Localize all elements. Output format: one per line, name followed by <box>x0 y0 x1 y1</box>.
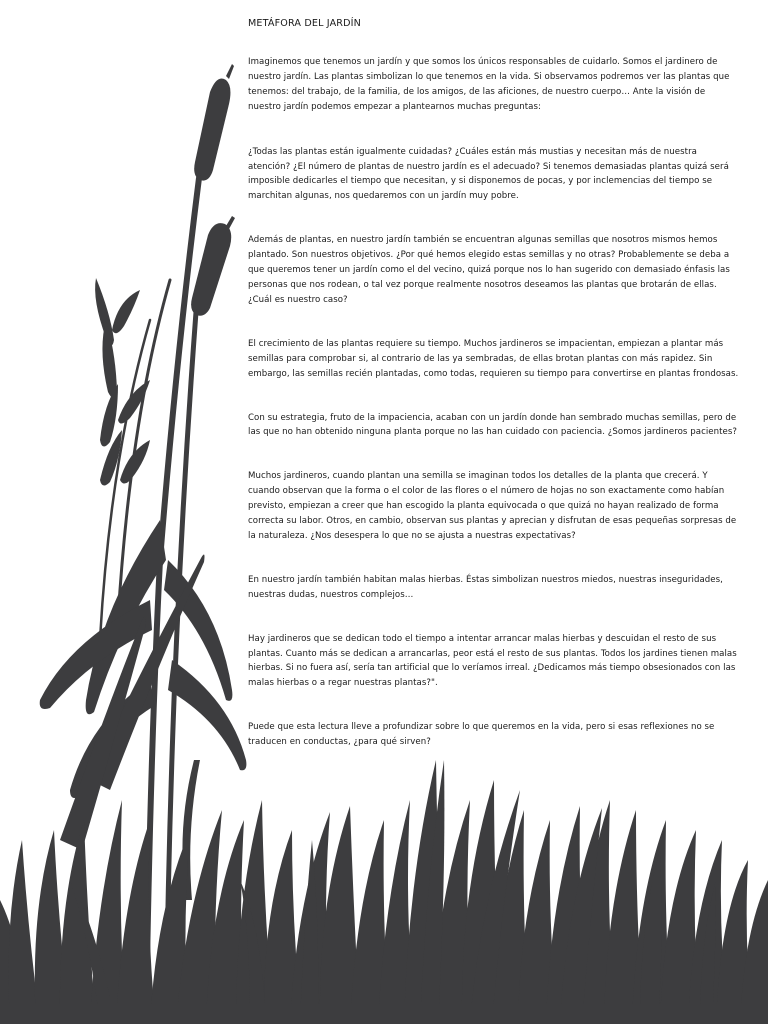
paragraph: Muchos jardineros, cuando plantan una semilla se imaginan todos los detalles de la planta que crecerá. Y cuando observan que la forma o el color de las flores o el número de hojas no son exactamente como habían previsto, empiezan a creer que han escogido la planta equivocada o que quizá no hayan realizado de forma correcta su labor. Otros, en cambio, observan sus plantas y aprecian y disfrutan de esas pequeñas sorpresas de la naturaleza. ¿Nos desespera lo que no se ajusta a nuestras expectativas? <box>248 471 737 541</box>
paragraph: El crecimiento de las plantas requiere su tiempo. Muchos jardineros se impacientan, empiezan a plantar más semillas para comprobar si, al contrario de las ya sembradas, de ellas brotan plantas con más rapidez. Sin embargo, las semillas recién plantadas, como todas, requieren su tiempo para convertirse en plantas frondosas. <box>248 338 739 379</box>
paragraph: En nuestro jardín también habitan malas hierbas. Éstas simbolizan nuestros miedos, nuestras inseguridades, nuestras dudas, nuestros complejos… <box>248 574 723 600</box>
paragraph: Hay jardineros que se dedican todo el tiempo a intentar arrancar malas hierbas y descuidan el resto de sus plantas. Cuanto más se dedican a arrancarlas, peor está el resto de sus plantas. Todos los jardines tienen malas hierbas. Si no fuera así, sería tan artificial que lo veríamos irreal. ¿Dedicamos más tiempo obsesionados con las malas hierbas o a regar nuestras plantas?". <box>248 633 737 689</box>
paragraph: Con su estrategia, fruto de la impaciencia, acaban con un jardín donde han sembrado muchas semillas, pero de las que no han obtenido ninguna planta porque no las han cuidado con paciencia. ¿Somos jardineros pacientes? <box>248 412 738 438</box>
paragraph: Imaginemos que tenemos un jardín y que somos los únicos responsables de cuidarlo. Somos el jardinero de nuestro jardín. Las plantas simbolizan lo que tenemos en la vida. Si observamos podremos ver las plantas que tenemos: del trabajo, de la familia, de los amigos, de las aficiones, de nuestro cuerpo… Ante la visión de nuestro jardín podemos empezar a plantearnos muchas preguntas: <box>248 57 730 112</box>
paragraph: ¿Todas las plantas están igualmente cuidadas? ¿Cuáles están más mustias y necesitan más de nuestra atención? ¿El número de plantas de nuestro jardín es el adecuado? Si tenemos demasiadas plantas quizá será imposible dedicarles el tiempo que necesitan, y si disponemos de pocas, y por inclemencias del tiempo se marchitan algunas, nos quedaremos con un jardín muy pobre. <box>248 146 729 202</box>
paragraph: Puede que esta lectura lleve a profundizar sobre lo que queremos en la vida, pero si esas reflexiones no se traducen en conductas, ¿para qué sirven? <box>248 722 715 748</box>
document-title: METÁFORA DEL JARDÍN <box>248 18 361 29</box>
document-body <box>248 18 740 779</box>
paragraph: Además de plantas, en nuestro jardín también se encuentran algunas semillas que nosotros mismos hemos plantado. Son nuestros objetivos. ¿Por qué hemos elegido estas semillas y no otras? Probablemente se deba a que queremos tener un jardín como el del vecino, quizá porque nos lo han sugerido con demasiado énfasis las personas que nos rodean, o tal vez porque realmente nosotros deseamos las plantas que brotarán de ellas. ¿Cuál es nuestro caso? <box>248 235 730 305</box>
